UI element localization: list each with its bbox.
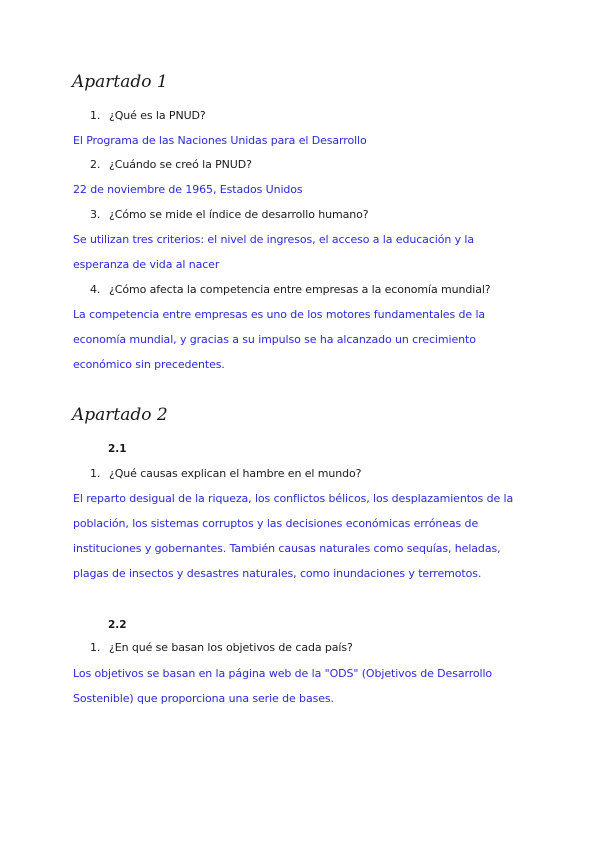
question-2 — [90, 158, 252, 171]
question-number: 1. — [90, 641, 101, 654]
question-1 — [90, 109, 206, 122]
question-text: ¿Qué es la PNUD? — [109, 109, 206, 122]
question-number: 1. — [90, 467, 101, 480]
question-number: 3. — [90, 208, 101, 221]
section-1-title: Apartado 1 — [72, 72, 168, 92]
question-text: ¿Cómo se mide el índice de desarrollo humano? — [109, 208, 369, 221]
question-number: 2. — [90, 158, 101, 171]
question-number: 4. — [90, 283, 101, 296]
question-3 — [90, 208, 369, 221]
answer-3: Se utilizan tres criterios: el nivel de ingresos, el acceso a la educación y la esperanza de vida al nacer — [73, 233, 475, 271]
question-text: ¿Cómo afecta la competencia entre empresas a la economía mundial? — [109, 283, 491, 296]
subsection-2-2-label: 2.2 — [108, 619, 127, 631]
answer-2-2-1: Los objetivos se basan en la página web de la "ODS" (Objetivos de Desarrollo Sostenible) que proporciona una serie de bases. — [73, 667, 493, 705]
section-2-title: Apartado 2 — [72, 405, 168, 425]
question-number: 1. — [90, 109, 101, 122]
question-2-2-1 — [90, 641, 353, 654]
subsection-2-1-label: 2.1 — [108, 443, 127, 455]
question-2-1-1 — [90, 467, 361, 480]
answer-2-1-1: El reparto desigual de la riqueza, los conflictos bélicos, los desplazamientos de la población, los sistemas corruptos y las decisiones económicas erróneas de instituciones y gobernantes. También causas naturales como sequías, heladas, plagas de insectos y desastres naturales, como inundaciones y terremotos. — [73, 492, 514, 580]
question-text: ¿En qué se basan los objetivos de cada país? — [109, 641, 353, 654]
answer-4: La competencia entre empresas es uno de los motores fundamentales de la economía mundial, y gracias a su impulso se ha alcanzado un crecimiento económico sin precedentes. — [73, 308, 486, 371]
question-4 — [90, 283, 491, 296]
answer-1: El Programa de las Naciones Unidas para el Desarrollo — [73, 134, 367, 147]
question-text: ¿Cuándo se creó la PNUD? — [109, 158, 252, 171]
answer-2: 22 de noviembre de 1965, Estados Unidos — [73, 183, 303, 196]
question-text: ¿Qué causas explican el hambre en el mundo? — [109, 467, 362, 480]
